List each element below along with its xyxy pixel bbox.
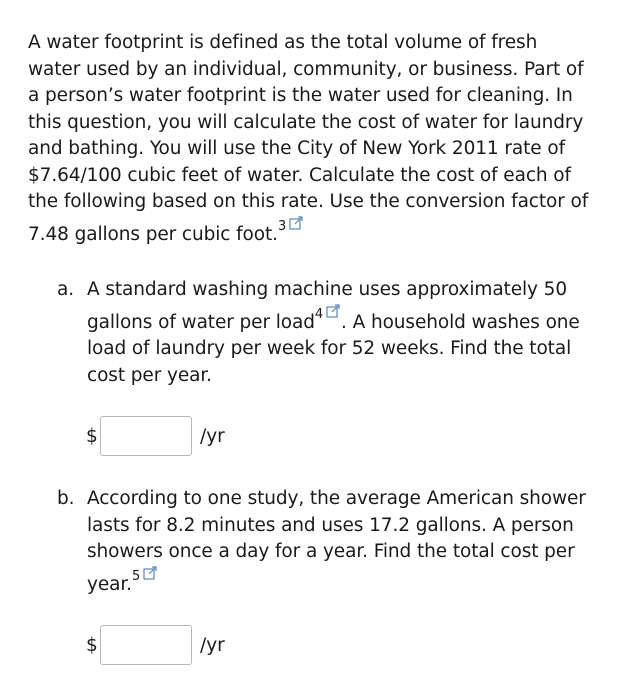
- footnote-3[interactable]: 3: [277, 219, 287, 235]
- currency-label: $: [86, 634, 98, 656]
- part-b-line-with-footnote: [87, 566, 586, 599]
- unit-label: /yr: [200, 634, 225, 656]
- part-a-answer-input[interactable]: [100, 416, 192, 456]
- external-link-icon[interactable]: [326, 304, 341, 319]
- part-b-letter: b.: [57, 488, 75, 509]
- part-b-line: lasts for 8.2 minutes and uses 17.2 gallons. A person: [87, 514, 574, 536]
- part-a-line: A standard washing machine uses approximately 50: [87, 279, 568, 300]
- currency-label: $: [86, 425, 98, 447]
- intro-line: $7.64/100 cubic feet of water. Calculate the cost of each of: [28, 164, 571, 186]
- problem-intro: [28, 30, 600, 248]
- intro-line: A water footprint is defined as the total volume of fresh: [28, 32, 538, 53]
- part-a-line-with-footnote: [87, 304, 580, 337]
- external-link-icon[interactable]: [143, 566, 158, 581]
- part-a-line: load of laundry per week for 52 weeks. Find the total: [87, 338, 572, 359]
- unit-label: /yr: [200, 425, 225, 447]
- part-a-line2-post: . A household washes one: [341, 311, 580, 333]
- intro-line-text: 7.48 gallons per cubic foot.: [28, 223, 278, 245]
- part-b-line: According to one study, the average American shower: [87, 488, 586, 509]
- external-link-icon[interactable]: [289, 216, 304, 231]
- part-a-line2-pre: gallons of water per load: [87, 311, 315, 333]
- part-a: [57, 277, 580, 389]
- part-a-answer-row: [86, 415, 225, 457]
- footnote-5[interactable]: 5: [131, 569, 141, 585]
- intro-line: this question, you will calculate the cost of water for laundry: [28, 111, 584, 133]
- part-b-answer-input[interactable]: [100, 625, 192, 665]
- part-b-line: showers once a day for a year. Find the total cost per: [87, 541, 575, 562]
- part-a-text: [87, 277, 580, 389]
- intro-line: water used by an individual, community, or business. Part of: [28, 58, 584, 80]
- intro-last-line: [28, 216, 600, 249]
- part-a-letter: a.: [57, 279, 75, 300]
- part-b-line4: year.: [87, 573, 132, 595]
- intro-line: and bathing. You will use the City of New York 2011 rate of: [28, 138, 565, 159]
- footnote-4[interactable]: 4: [314, 307, 324, 323]
- part-b-answer-row: [86, 624, 225, 666]
- part-b: [57, 486, 586, 598]
- part-a-line: cost per year.: [87, 364, 212, 386]
- part-b-text: [87, 486, 586, 598]
- intro-line: a person’s water footprint is the water used for cleaning. In: [28, 85, 573, 106]
- intro-line: the following based on this rate. Use the conversion factor of: [28, 191, 589, 212]
